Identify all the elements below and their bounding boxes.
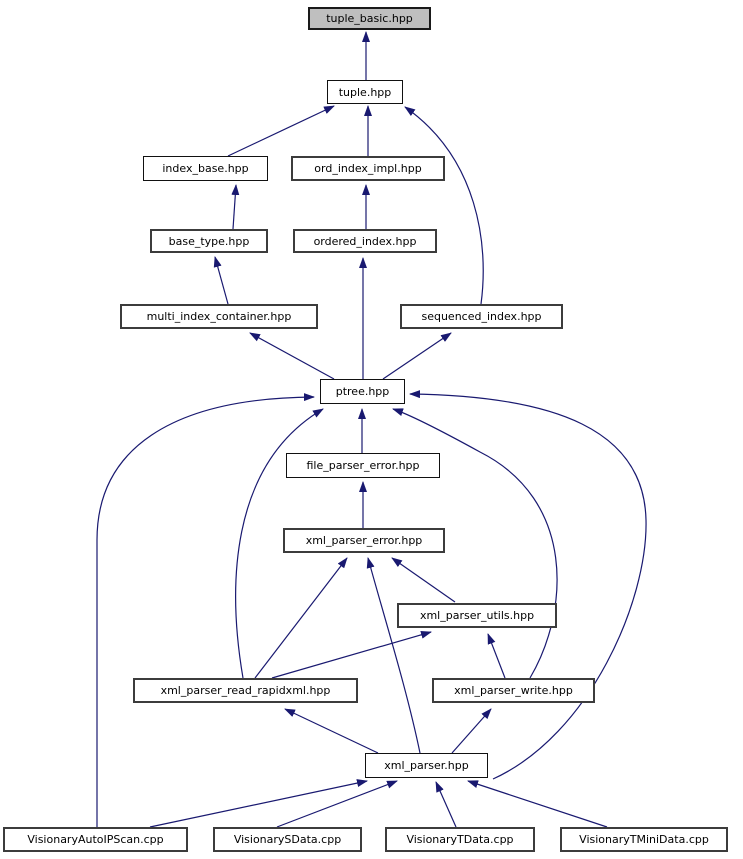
edge-rapidxml-to-xml-parser-utils (272, 632, 431, 678)
edge-xml-parser-write-to-xml-parser-utils (488, 634, 505, 678)
node-ordered-index-hpp[interactable]: ordered_index.hpp (293, 229, 437, 253)
edge-autoipscan-to-ptree (97, 397, 314, 827)
node-visionary-tminidata-cpp[interactable]: VisionaryTMiniData.cpp (560, 827, 728, 852)
edge-multi-index-container-to-base-type (215, 257, 228, 304)
node-base-type-hpp[interactable]: base_type.hpp (150, 229, 268, 253)
edge-ptree-to-multi-index-container (250, 333, 334, 379)
node-ptree-hpp[interactable]: ptree.hpp (320, 379, 405, 404)
node-xml-parser-error-hpp[interactable]: xml_parser_error.hpp (283, 528, 445, 553)
node-visionary-sdata-cpp[interactable]: VisionarySData.cpp (213, 827, 362, 852)
edge-sequenced-index-to-tuple (405, 107, 483, 304)
node-ord-index-impl-hpp[interactable]: ord_index_impl.hpp (291, 156, 445, 181)
edge-base-type-to-index-base (233, 185, 236, 229)
node-file-parser-error-hpp[interactable]: file_parser_error.hpp (286, 453, 440, 478)
edge-xml-parser-to-xml-parser-write (452, 709, 491, 753)
edge-ptree-to-sequenced-index (383, 333, 451, 379)
node-xml-parser-read-rapidxml-hpp[interactable]: xml_parser_read_rapidxml.hpp (133, 678, 358, 703)
node-visionary-autoipscan-cpp[interactable]: VisionaryAutoIPScan.cpp (3, 827, 188, 852)
node-xml-parser-utils-hpp[interactable]: xml_parser_utils.hpp (397, 603, 557, 628)
edge-xml-parser-to-ptree (410, 394, 646, 779)
node-visionary-tdata-cpp[interactable]: VisionaryTData.cpp (385, 827, 535, 852)
edge-xml-parser-to-rapidxml (285, 709, 378, 753)
edge-autoipscan-to-xml-parser (150, 781, 367, 827)
node-tuple-hpp[interactable]: tuple.hpp (327, 80, 403, 104)
edge-tdata-to-xml-parser (436, 782, 456, 827)
edge-xml-parser-utils-to-xml-parser-error (392, 558, 455, 602)
edge-xml-parser-to-xml-parser-error (368, 558, 420, 753)
node-multi-index-container-hpp[interactable]: multi_index_container.hpp (120, 304, 318, 329)
node-xml-parser-write-hpp[interactable]: xml_parser_write.hpp (432, 678, 595, 703)
node-xml-parser-hpp[interactable]: xml_parser.hpp (365, 753, 488, 778)
edge-tminidata-to-xml-parser (468, 781, 607, 827)
edge-index-base-to-tuple (228, 106, 334, 156)
node-index-base-hpp[interactable]: index_base.hpp (143, 156, 268, 181)
node-sequenced-index-hpp[interactable]: sequenced_index.hpp (400, 304, 563, 329)
node-tuple-basic-hpp: tuple_basic.hpp (308, 7, 431, 30)
